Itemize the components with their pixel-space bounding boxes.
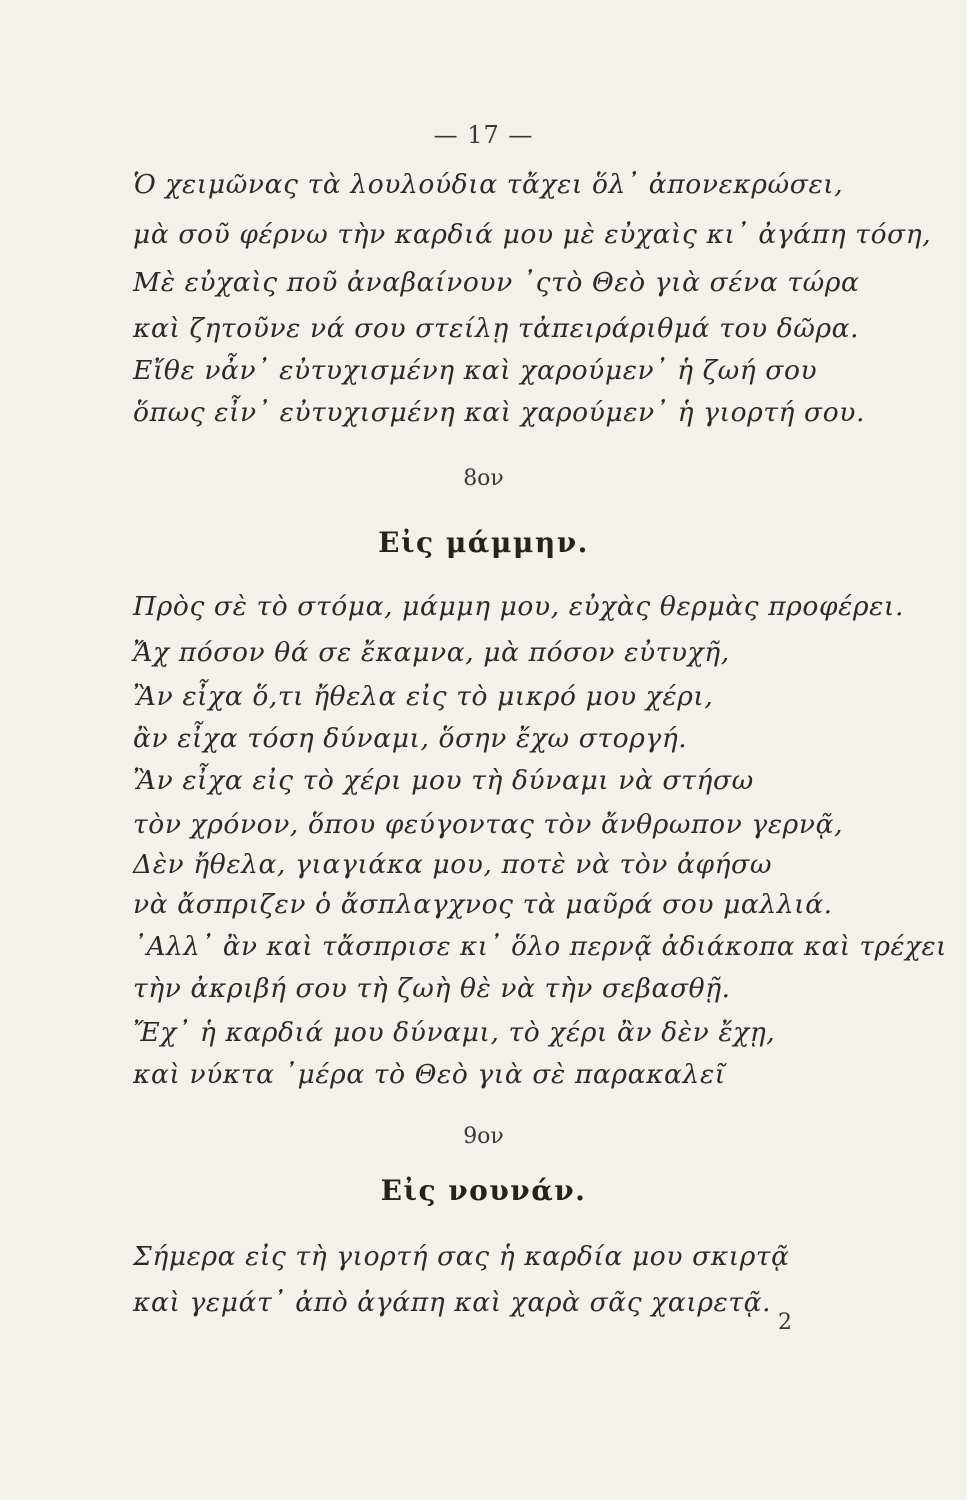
poem-line: Δὲν ἤθελα, γιαγιάκα μου, ποτὲ νὰ τὸν ἀφήσω (133, 849, 773, 880)
section-number: 8ον (463, 466, 504, 491)
poem-line: Ἔχ᾽ ἡ καρδιά μου δύναμι, τὸ χέρι ἂν δὲν ἔχῃ, (133, 1017, 776, 1048)
poem-line: ἂν εἶχα τόση δύναμι, ὅσην ἔχω στοργή. (133, 723, 688, 754)
poem-line: τὴν ἀκριβή σου τὴ ζωὴ θὲ νὰ τὴν σεβασθῇ. (133, 973, 731, 1004)
page-number: — 17 — (433, 121, 534, 149)
poem-line: Ἂν εἶχα ὅ,τι ἤθελα εἰς τὸ μικρό μου χέρι, (133, 681, 714, 712)
poem-line: καὶ νύκτα ᾽μέρα τὸ Θεὸ γιὰ σὲ παρακαλεῖ (133, 1059, 726, 1090)
poem-line: καὶ γεμάτ᾽ ἀπὸ ἀγάπη καὶ χαρὰ σᾶς χαιρετᾷ. (133, 1287, 772, 1318)
poem-line: Μὲ εὐχαὶς ποῦ ἀναβαίνουν ᾽ςτὸ Θεὸ γιὰ σένα τώρα (133, 267, 860, 298)
section-title: Εἰς μάμμην. (378, 526, 589, 559)
poem-line: Σήμερα εἰς τὴ γιορτή σας ἡ καρδία μου σκιρτᾷ (133, 1241, 790, 1272)
poem-line: ᾽Αλλ᾽ ἂν καὶ τἄσπρισε κι᾽ ὅλο περνᾷ ἀδιάκοπα καὶ τρέχει (133, 932, 947, 962)
poem-line: Εἴθε νἆν᾽ εὐτυχισμένη καὶ χαρούμεν᾽ ἡ ζωή σου (133, 355, 818, 386)
poem-line: ὅπως εἶν᾽ εὐτυχισμένη καὶ χαρούμεν᾽ ἡ γιορτή σου. (133, 397, 866, 428)
poem-line: μὰ σοῦ φέρνω τὴν καρδιά μου μὲ εὐχαὶς κι᾽ ἀγάπη τόση, (133, 219, 932, 250)
poem-line: Πρὸς σὲ τὸ στόμα, μάμμη μου, εὐχὰς θερμὰς προφέρει. (133, 591, 904, 622)
poem-line: Ἄχ πόσον θά σε ἔκαμνα, μὰ πόσον εὐτυχῆ, (133, 637, 730, 668)
poem-line: τὸν χρόνον, ὅπου φεύγοντας τὸν ἄνθρωπον γερνᾷ, (133, 809, 844, 840)
poem-line: Ὁ χειμῶνας τὰ λουλούδια τἄχει ὅλ᾽ ἀπονεκρώσει, (133, 169, 844, 200)
poem-line: νὰ ἄσπριζεν ὁ ἄσπλαγχνος τὰ μαῦρά σου μαλλιά. (133, 889, 833, 920)
section-number: 9ον (463, 1124, 504, 1149)
section-title: Εἰς νουνάν. (380, 1174, 587, 1207)
poem-line: καὶ ζητοῦνε νά σου στείλῃ τἀπειράριθμά του δῶρα. (133, 313, 860, 344)
poem-line: Ἂν εἶχα εἰς τὸ χέρι μου τὴ δύναμι νὰ στήσω (133, 765, 754, 796)
signature-mark: 2 (778, 1310, 792, 1335)
